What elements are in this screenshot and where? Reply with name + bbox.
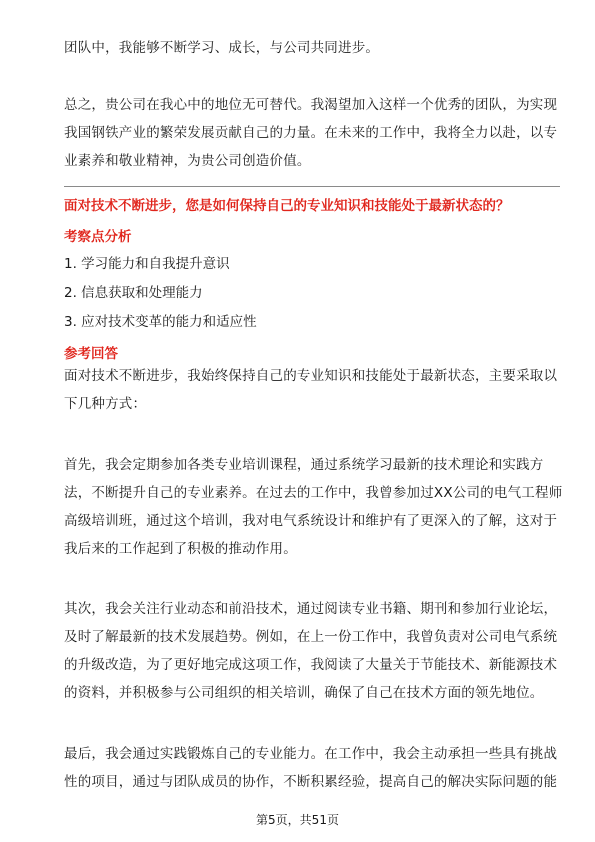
text-line: 面对技术不断进步，我始终保持自己的专业知识和技能处于最新状态，主要采取以 xyxy=(64,368,558,384)
text-line: 性的项目，通过与团队成员的协作，不断积累经验，提高自己的解决实际问题的能 xyxy=(64,774,558,790)
section-divider xyxy=(64,186,560,187)
analysis-item: 3. 应对技术变革的能力和适应性 xyxy=(64,314,257,330)
text-line: 法，不断提升自己的专业素养。在过去的工作中，我曾参加过XX公司的电气工程师 xyxy=(64,485,563,501)
text-line: 总之，贵公司在我心中的地位无可替代。我渴望加入这样一个优秀的团队，为实现 xyxy=(64,97,558,113)
text-line: 的升级改造，为了更好地完成这项工作，我阅读了大量关于节能技术、新能源技术 xyxy=(64,657,558,673)
text-line: 最后，我会通过实践锻炼自己的专业能力。在工作中，我会主动承担一些具有挑战 xyxy=(64,746,558,762)
intro-paragraph-2 xyxy=(64,91,560,175)
text-line: 高级培训班，通过这个培训，我对电气系统设计和维护有了更深入的了解，这对于 xyxy=(64,513,558,529)
text-line: 首先，我会定期参加各类专业培训课程，通过系统学习最新的技术理论和实践方 xyxy=(64,457,544,473)
question-title: 面对技术不断进步，您是如何保持自己的专业知识和技能处于最新状态的？ xyxy=(64,198,510,214)
text-line: 的资料，并积极参与公司组织的相关培训，确保了自己在技术方面的领先地位。 xyxy=(64,685,544,701)
text-line: 团队中，我能够不断学习、成长，与公司共同进步。 xyxy=(64,40,380,56)
text-line: 其次，我会关注行业动态和前沿技术，通过阅读专业书籍、期刊和参加行业论坛， xyxy=(64,601,558,617)
answer-paragraph-3 xyxy=(64,595,560,707)
text-line: 及时了解最新的技术发展趋势。例如，在上一份工作中，我曾负责对公司电气系统 xyxy=(64,629,558,645)
answer-paragraph-1 xyxy=(64,362,560,418)
intro-paragraph-1 xyxy=(64,34,560,62)
answer-paragraph-2 xyxy=(64,451,563,563)
answer-paragraph-4 xyxy=(64,740,560,796)
text-line: 我后来的工作起到了积极的推动作用。 xyxy=(64,541,297,557)
text-line: 我国钢铁产业的繁荣发展贡献自己的力量。在未来的工作中，我将全力以赴，以专 xyxy=(64,125,558,141)
analysis-heading: 考察点分析 xyxy=(64,229,132,245)
page-footer: 第5页，共51页 xyxy=(256,813,339,827)
answer-heading: 参考回答 xyxy=(64,346,118,362)
text-line: 下几种方式： xyxy=(64,396,147,412)
analysis-item: 1. 学习能力和自我提升意识 xyxy=(64,256,230,272)
text-line: 业素养和敬业精神，为贵公司创造价值。 xyxy=(64,153,311,169)
analysis-item: 2. 信息获取和处理能力 xyxy=(64,285,203,301)
